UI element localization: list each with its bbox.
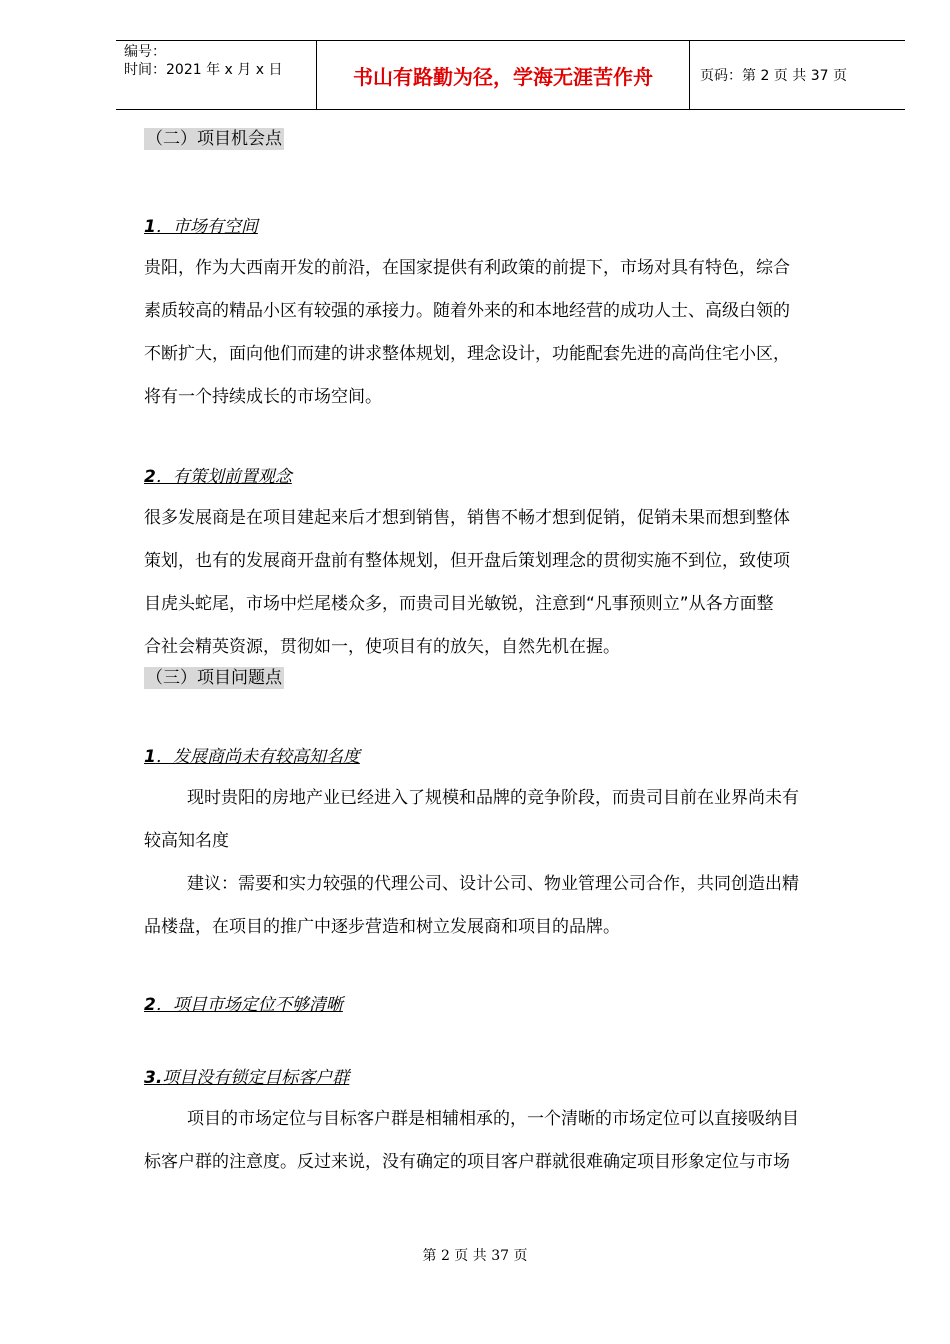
paragraph-market-space bbox=[144, 247, 879, 419]
section-opportunity-title-row bbox=[144, 128, 879, 166]
header-motto: 书山有路勤为径，学海无涯苦作舟 bbox=[316, 41, 690, 109]
paragraph-target-customers bbox=[144, 1098, 879, 1184]
heading-text: 项目没有锁定目标客户群 bbox=[162, 1068, 350, 1088]
paragraph-line: 较高知名度 bbox=[144, 831, 229, 851]
paragraph-line: 不断扩大，面向他们而建的讲求整体规划，理念设计，功能配套先进的高尚住宅小区， bbox=[144, 344, 790, 364]
paragraph-line: 将有一个持续成长的市场空间。 bbox=[144, 387, 382, 407]
paragraph-planning bbox=[144, 497, 879, 669]
heading-number: 2 bbox=[144, 467, 156, 487]
page-header bbox=[116, 40, 905, 110]
paragraph-line: 素质较高的精品小区有较强的承接力。随着外来的和本地经营的成功人士、高级白领的 bbox=[144, 301, 790, 321]
paragraph-line: 标客户群的注意度。反过来说，没有确定的项目客户群就很难确定项目形象定位与市场 bbox=[144, 1152, 790, 1172]
section-problems-title: （三）项目问题点 bbox=[146, 668, 282, 688]
paragraph-line: 目虎头蛇尾，市场中烂尾楼众多，而贵司目光敏锐，注意到“凡事预则立”从各方面整 bbox=[144, 594, 774, 614]
section-problems-title-row bbox=[144, 667, 879, 689]
document-body bbox=[144, 128, 879, 1184]
heading-text: ．项目市场定位不够清晰 bbox=[155, 995, 343, 1015]
paragraph-line: 项目的市场定位与目标客户群是相辅相承的，一个清晰的市场定位可以直接吸纳目 bbox=[187, 1109, 799, 1129]
doc-number-label: 编号： bbox=[124, 44, 166, 60]
heading-number: 1 bbox=[144, 747, 156, 767]
heading-target-customers bbox=[144, 1067, 879, 1089]
heading-developer-recognition bbox=[144, 746, 879, 768]
paragraph-developer-recognition bbox=[144, 777, 879, 949]
page-footer: 第 2 页 共 37 页 bbox=[422, 1248, 528, 1264]
paragraph-line: 品楼盘，在项目的推广中逐步营造和树立发展商和项目的品牌。 bbox=[144, 917, 620, 937]
heading-market-positioning bbox=[144, 994, 879, 1016]
heading-number: 3. bbox=[144, 1068, 163, 1088]
paragraph-line: 合社会精英资源，贯彻如一，使项目有的放矢，自然先机在握。 bbox=[144, 637, 620, 657]
heading-text: ．有策划前置观念 bbox=[155, 467, 292, 487]
heading-text: ．发展商尚未有较高知名度 bbox=[155, 747, 360, 767]
doc-time-label: 时间：2021 年 x 月 x 日 bbox=[124, 62, 283, 78]
header-meta bbox=[116, 41, 316, 109]
section-opportunity-title: （二）项目机会点 bbox=[146, 129, 282, 149]
heading-market-space bbox=[144, 216, 879, 238]
paragraph-line: 建议：需要和实力较强的代理公司、设计公司、物业管理公司合作，共同创造出精 bbox=[187, 874, 799, 894]
paragraph-line: 贵阳，作为大西南开发的前沿，在国家提供有利政策的前提下，市场对具有特色，综合 bbox=[144, 258, 790, 278]
paragraph-line: 现时贵阳的房地产业已经进入了规模和品牌的竞争阶段，而贵司目前在业界尚未有 bbox=[187, 788, 799, 808]
heading-text: ．市场有空间 bbox=[155, 217, 258, 237]
heading-number: 1 bbox=[144, 217, 156, 237]
heading-number: 2 bbox=[144, 995, 156, 1015]
paragraph-line: 策划，也有的发展商开盘前有整体规划，但开盘后策划理念的贯彻实施不到位，致使项 bbox=[144, 551, 790, 571]
heading-planning bbox=[144, 466, 879, 488]
header-page-label: 页码：第 2 页 共 37 页 bbox=[700, 68, 847, 84]
paragraph-line: 很多发展商是在项目建起来后才想到销售，销售不畅才想到促销，促销未果而想到整体 bbox=[144, 508, 790, 528]
